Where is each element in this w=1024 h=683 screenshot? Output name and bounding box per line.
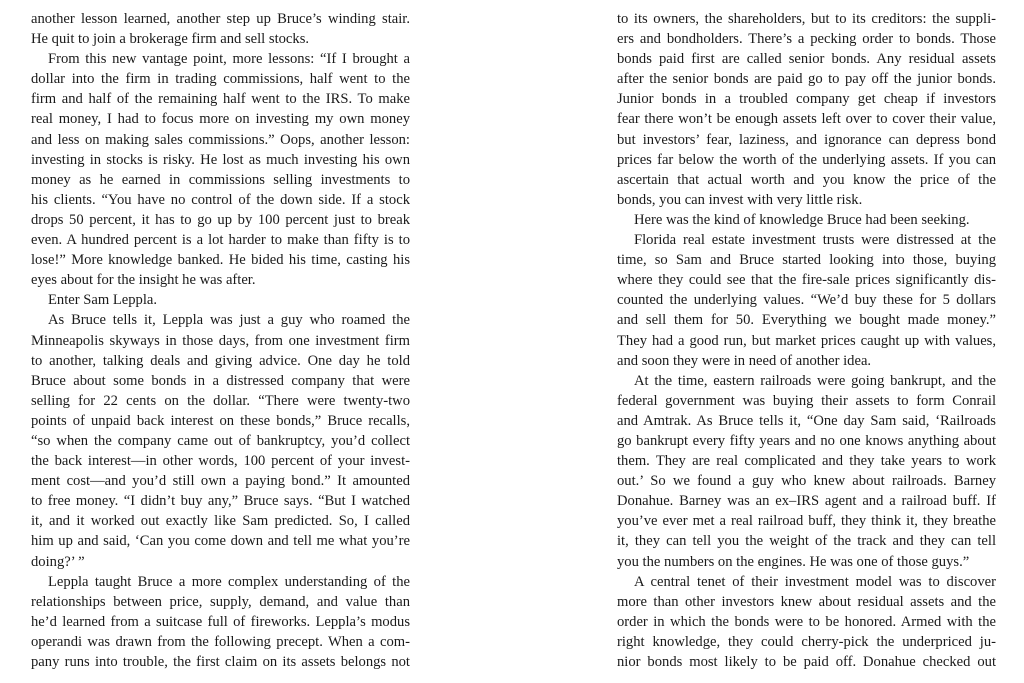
text-line: the back interest—in other words, 100 percent of your invest- — [31, 453, 410, 470]
text-line: and Amtrak. As Bruce tells it, “One day Sam said, ‘Railroads — [617, 412, 996, 429]
text-line: A central tenet of their investment model was to discover — [634, 573, 996, 590]
right-page — [617, 9, 996, 672]
text-line: them. They are real complicated and they take years to work — [617, 453, 996, 470]
text-line: selling for 22 cents on the dollar. “There were twenty-two — [31, 392, 410, 409]
text-line: it, they can tell you the weight of the track and they can tell — [617, 533, 996, 550]
text-line: counted the underlying values. “We’d buy these for 5 dollars — [617, 292, 996, 309]
text-line: federal government was buying their assets to form Conrail — [617, 392, 996, 409]
text-line: you’ve ever met a real railroad buff, they think it, they breathe — [617, 513, 996, 530]
text-line: and sell them for 50. Everything we bought made money.” — [617, 312, 996, 329]
text-line: he’d learned from a suitcase full of fireworks. Leppla’s modus — [31, 613, 410, 630]
text-line: prices far below the worth of the underlying assets. If you can — [617, 151, 996, 168]
text-line: As Bruce tells it, Leppla was just a guy who roamed the — [48, 312, 410, 329]
text-line: to another, talking deals and giving advice. One day he told — [31, 352, 410, 369]
text-line: points of unpaid back interest on these bonds,” Bruce recalls, — [31, 412, 410, 429]
text-line: Leppla taught Bruce a more complex understanding of the — [48, 573, 410, 590]
text-line: real money, I had to focus more on investing my own money — [31, 111, 410, 128]
text-line: They had a good run, but market prices caught up with values, — [617, 332, 996, 349]
text-line: ascertain that actual worth and you know the price of the — [617, 171, 996, 188]
text-line: ment cost—and you’d still own a paying bond.” It amounted — [31, 473, 410, 490]
left-page — [31, 9, 410, 672]
text-line: out.’ So we found a guy who knew about railroads. Barney — [617, 473, 996, 490]
text-line: doing?’ ” — [31, 553, 85, 570]
text-line: fear there won’t be enough assets left over to cover their value, — [617, 111, 996, 128]
text-line: and less on making sales commissions.” Oops, another lesson: — [31, 131, 410, 148]
text-line: bonds paid first are called senior bonds. Any residual assets — [617, 51, 996, 68]
text-line: even. A hundred percent is a lot harder to make than fifty is to — [31, 232, 410, 249]
text-line: Here was the kind of knowledge Bruce had been seeking. — [634, 211, 970, 228]
text-line: Bruce about some bonds in a distressed company that were — [31, 372, 410, 389]
text-line: money as he earned in commissions selling investments to — [31, 171, 410, 188]
text-line: He quit to join a brokerage firm and sell stocks. — [31, 31, 310, 48]
text-line: another lesson learned, another step up Bruce’s winding stair. — [31, 11, 410, 27]
text-line: At the time, eastern railroads were going bankrupt, and the — [634, 372, 996, 389]
text-line: investing in stocks is risky. He lost as much investing his own — [31, 151, 410, 168]
text-line: and soon they were in need of another idea. — [617, 352, 872, 369]
text-line: his clients. “You have no control of the down side. If a stock — [31, 191, 410, 208]
text-line: drops 50 percent, it has to go up by 100 percent just to break — [31, 211, 410, 228]
text-line: operandi was drawn from the following precept. When a com- — [31, 633, 410, 650]
text-line: firm and half of the remaining half went to the IRS. To make — [31, 91, 410, 108]
text-line: right knowledge, they could cherry-pick the underpriced ju- — [617, 633, 996, 650]
text-line: where they could see that the fire-sale prices significantly dis- — [617, 272, 996, 289]
text-line: it, and it worked out exactly like Sam predicted. So, I called — [31, 513, 410, 530]
text-line: to its owners, the shareholders, but to its creditors: the suppli- — [617, 11, 996, 27]
text-line: Junior bonds in a troubled company get cheap if investors — [617, 91, 996, 108]
text-line: but investors’ fear, laziness, and ignorance can depress bond — [617, 131, 996, 148]
text-line: nior bonds most likely to be paid off. Donahue checked out — [617, 654, 996, 670]
text-line: lose!” More knowledge banked. He bided his time, casting his — [31, 252, 410, 269]
text-line: go bankrupt every fifty years and no one knows anything about — [617, 432, 996, 449]
text-line: relationships between price, supply, demand, and value than — [31, 593, 410, 610]
text-line: Donahue. Barney was an ex–IRS agent and a railroad buff. If — [617, 493, 996, 510]
text-line: bonds, you can invest with very little risk. — [617, 191, 863, 208]
text-line: to free money. “I didn’t buy any,” Bruce says. “But I watched — [31, 493, 410, 510]
text-line: Florida real estate investment trusts were distressed at the — [634, 232, 996, 249]
text-line: eyes about for the insight he was after. — [31, 272, 256, 289]
text-line: Enter Sam Leppla. — [48, 292, 158, 309]
text-line: him up and said, ‘Can you come down and tell me what you’re — [31, 533, 410, 550]
text-line: dollar into the firm in trading commissions, half went to the — [31, 71, 410, 88]
text-line: you the numbers on the engines. He was one of those guys.” — [617, 553, 970, 570]
text-line: Minneapolis skyways in those days, from one investment firm — [31, 332, 410, 349]
text-line: From this new vantage point, more lessons: “If I brought a — [48, 51, 410, 68]
text-line: time, so Sam and Bruce started looking into those, buying — [617, 252, 996, 269]
text-line: pany runs into trouble, the first claim on its assets belongs not — [31, 654, 410, 670]
text-line: ers and bondholders. There’s a pecking order to bonds. Those — [617, 31, 996, 48]
text-line: after the senior bonds are paid go to pay off the junior bonds. — [617, 71, 996, 88]
text-line: “so when the company came out of bankruptcy, you’d collect — [31, 432, 410, 449]
text-line: order in which the bonds were to be honored. Armed with the — [617, 613, 996, 630]
text-line: more than other investors knew about residual assets and the — [617, 593, 996, 610]
